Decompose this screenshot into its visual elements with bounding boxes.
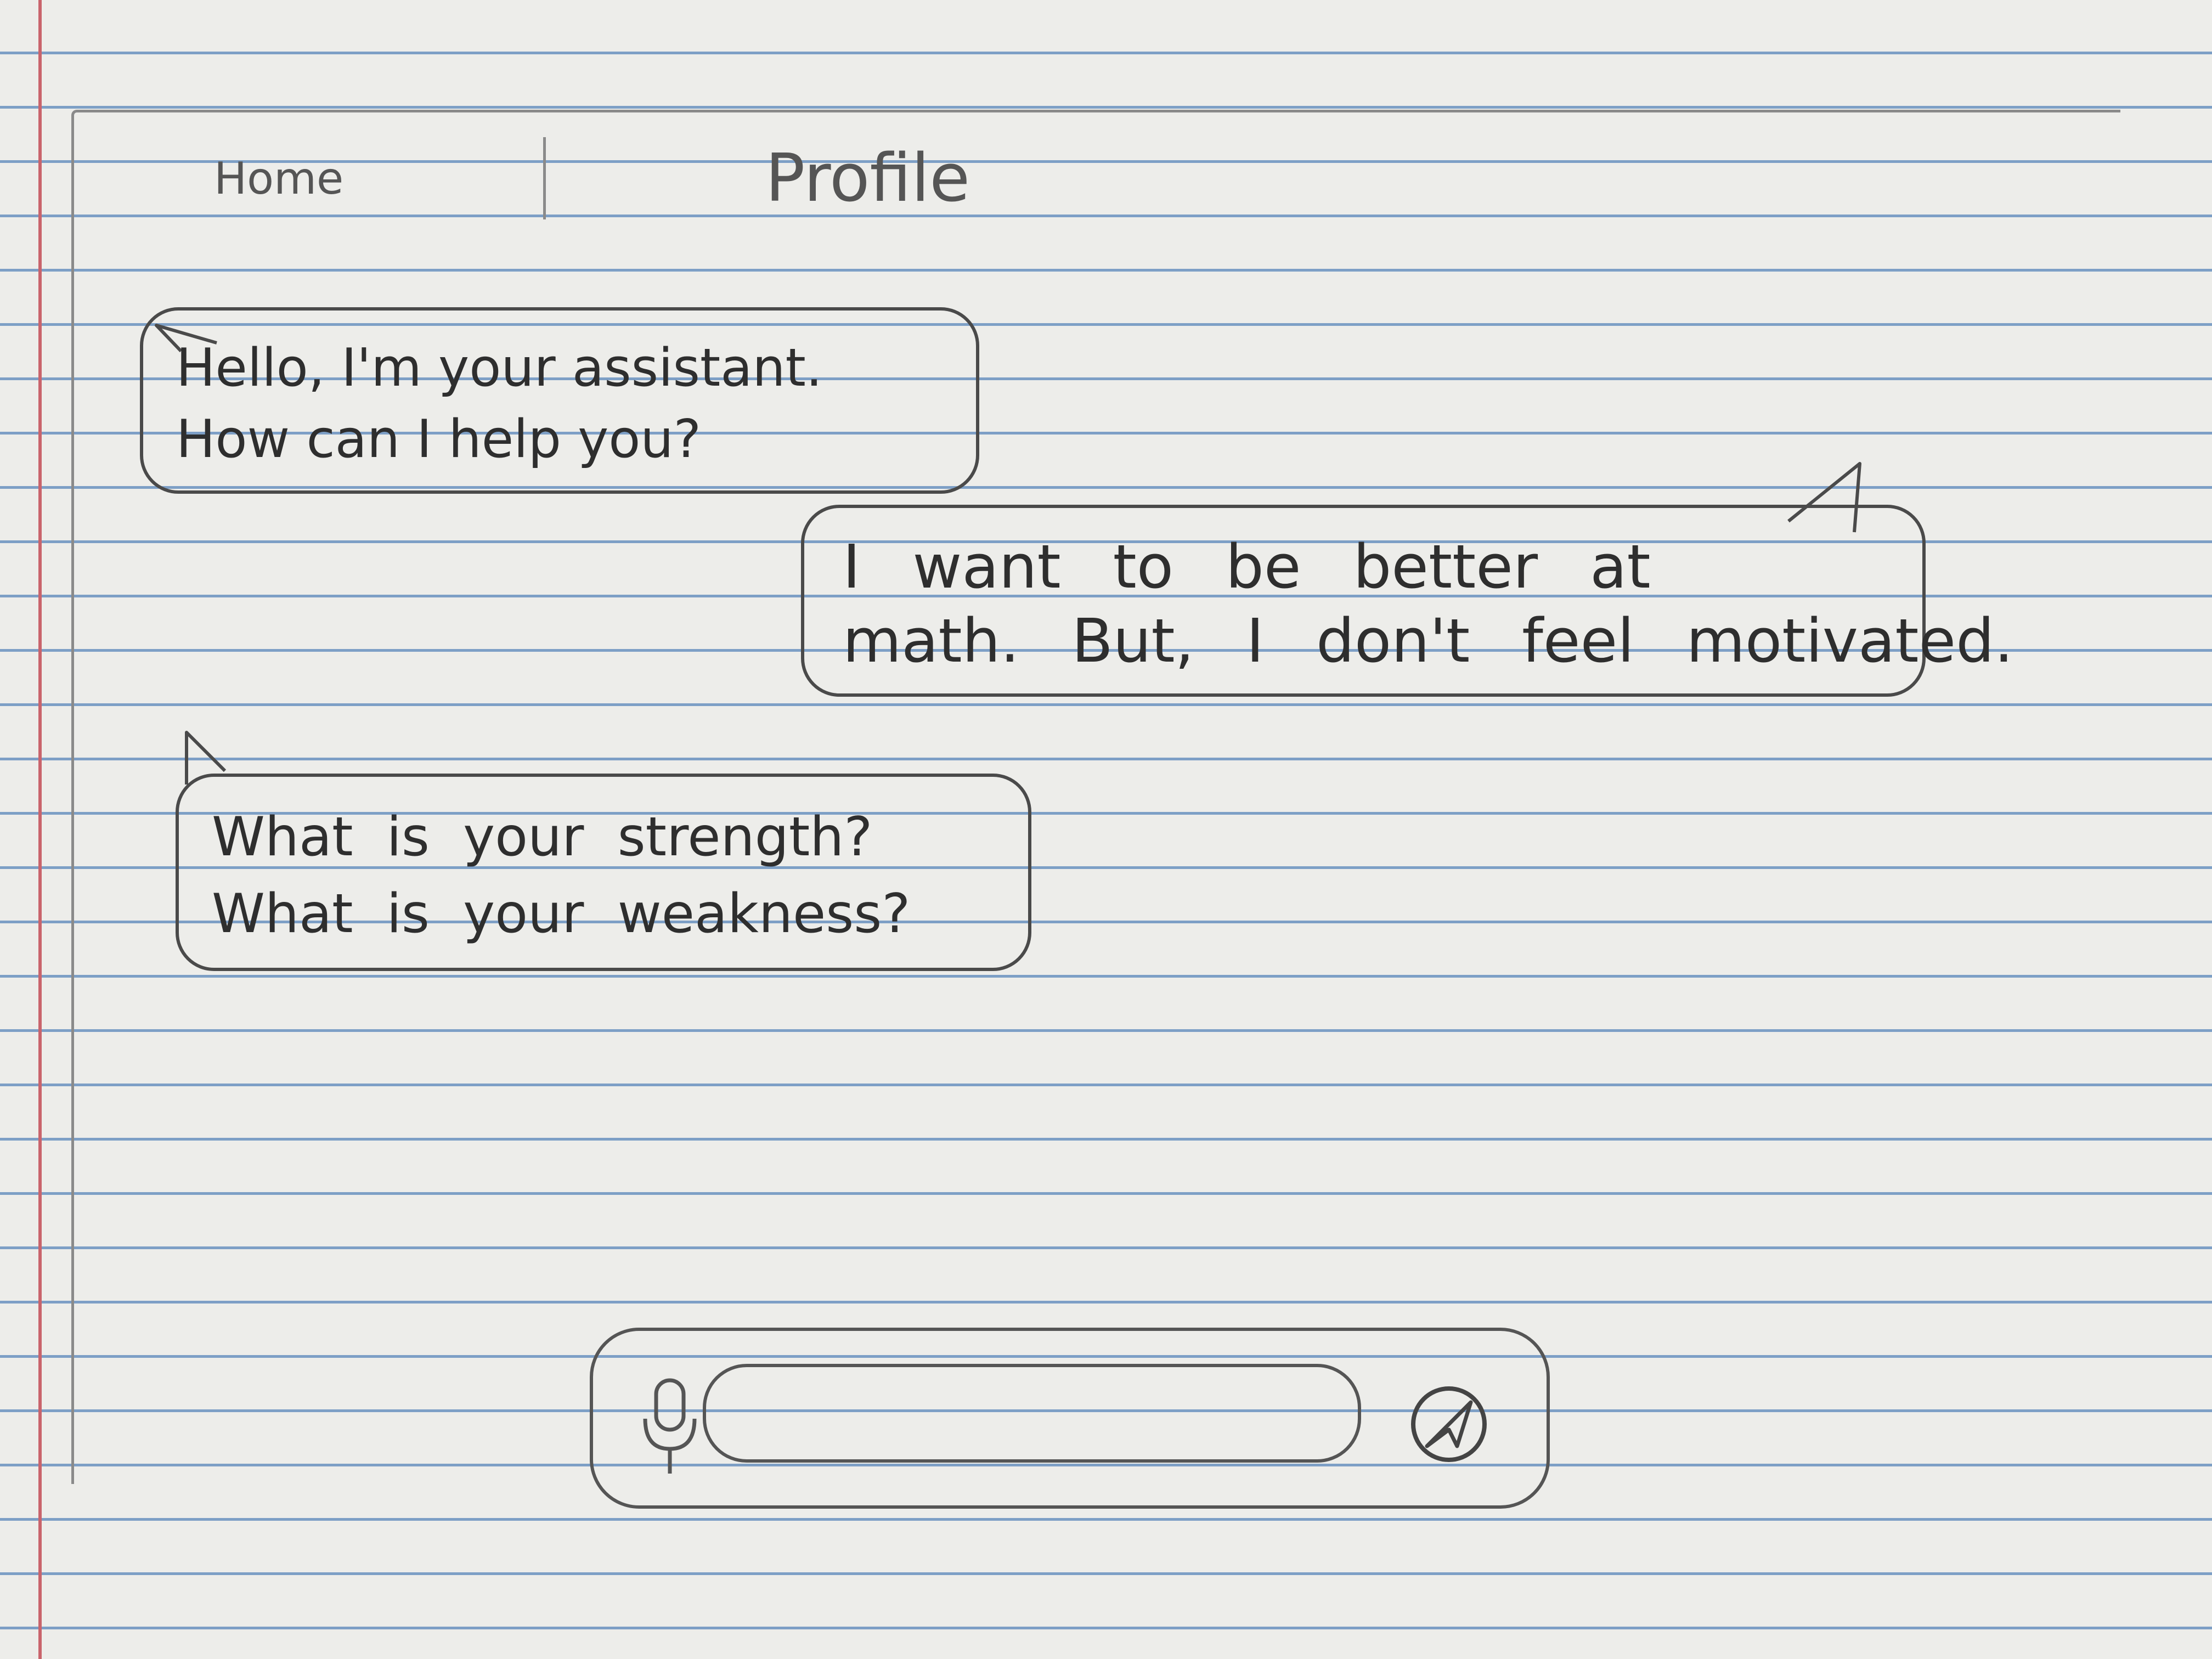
message-line: I want to be better at bbox=[843, 532, 1651, 602]
microphone-icon[interactable] bbox=[637, 1375, 703, 1479]
user-message bbox=[801, 505, 2014, 697]
assistant-message bbox=[140, 307, 979, 494]
top-nav bbox=[137, 132, 1125, 225]
message-line: How can I help you? bbox=[176, 409, 702, 470]
message-composer bbox=[590, 1328, 1550, 1509]
tab-home[interactable]: Home bbox=[214, 153, 344, 204]
send-icon[interactable] bbox=[1405, 1380, 1493, 1468]
message-input[interactable] bbox=[703, 1364, 1361, 1463]
message-line: What is your strength? bbox=[212, 806, 873, 868]
tab-profile[interactable]: Profile bbox=[765, 140, 970, 217]
notebook-margin-line bbox=[38, 0, 42, 1659]
message-line: Hello, I'm your assistant. bbox=[176, 338, 823, 398]
assistant-message bbox=[176, 774, 1031, 971]
message-line: What is your weakness? bbox=[212, 883, 911, 945]
message-line: math. But, I don't feel motivated. bbox=[843, 606, 2014, 676]
